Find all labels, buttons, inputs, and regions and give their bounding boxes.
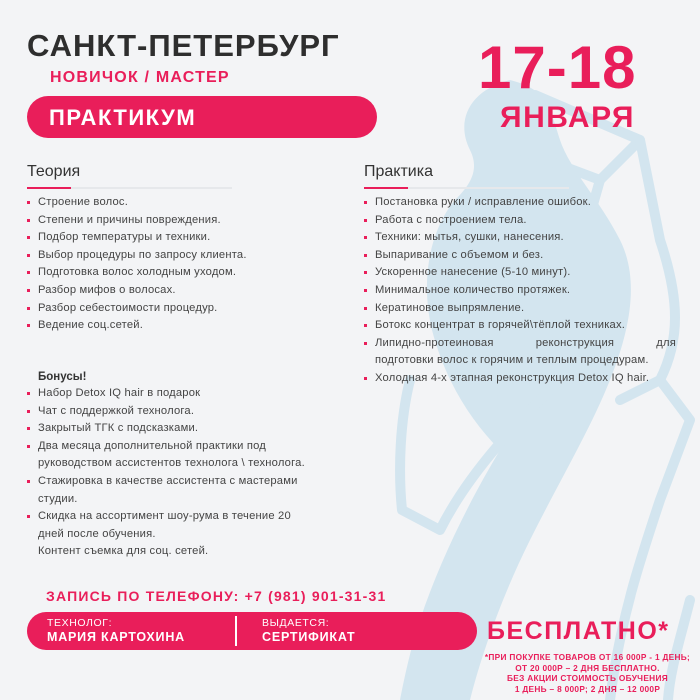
- bullet-icon: [364, 289, 367, 292]
- bullet-icon: [27, 324, 30, 327]
- practice-title: Практика: [364, 163, 433, 180]
- price-note-line: *ПРИ ПОКУПКЕ ТОВАРОВ ОТ 16 000Р - 1 ДЕНЬ;: [484, 652, 691, 662]
- event-month: ЯНВАРЯ: [500, 101, 635, 134]
- list-item: Постановка руки / исправление ошибок.: [364, 194, 676, 212]
- practice-section: [364, 163, 569, 181]
- price-note-line: 1 ДЕНЬ – 8 000Р; 2 ДНЯ – 12 000Р: [514, 683, 661, 694]
- list-item: Степени и причины повреждения.: [27, 212, 247, 230]
- bullet-icon: [27, 254, 30, 257]
- list-item-continuation: Контент съемка для соц. сетей.: [38, 545, 209, 558]
- info-divider: [235, 616, 237, 646]
- list-item: Подбор температуры и техники.: [27, 229, 247, 247]
- theory-list: [27, 194, 247, 335]
- format-label: ПРАКТИКУМ: [49, 105, 197, 130]
- theory-title: Теория: [27, 163, 81, 180]
- list-item: Закрытый ТГК с подсказками.: [27, 420, 305, 438]
- bullet-icon: [364, 307, 367, 310]
- issued-label: ВЫДАЕТСЯ:: [262, 617, 330, 629]
- bullet-icon: [27, 271, 30, 274]
- list-item: Разбор себестоимости процедур.: [27, 300, 247, 318]
- list-item: Два месяца дополнительной практики под: [27, 438, 305, 456]
- city-title: САНКТ-ПЕТЕРБУРГ: [27, 28, 340, 63]
- price-free: БЕСПЛАТНО*: [487, 617, 670, 645]
- bullet-icon: [364, 342, 367, 345]
- list-item: Чат с поддержкой технолога.: [27, 403, 305, 421]
- list-item: Работа с построением тела.: [364, 212, 676, 230]
- list-item: Ботокс концентрат в горячей\тёплой техниках.: [364, 317, 676, 335]
- list-item: Строение волос.: [27, 194, 247, 212]
- issued-block: [262, 617, 355, 645]
- bullet-icon: [364, 236, 367, 239]
- list-item: Кератиновое выпрямление.: [364, 300, 676, 318]
- list-item: Стажировка в качестве ассистента с мастерами: [27, 473, 305, 491]
- list-item: Минимальное количество протяжек.: [364, 282, 676, 300]
- practice-list: [364, 194, 676, 388]
- theory-section: [27, 163, 232, 181]
- list-item-continuation: подготовки волос к горячим и теплым процедурам.: [375, 354, 649, 367]
- list-item-continuation: руководством ассистентов технолога \ технолога.: [38, 457, 305, 470]
- bonuses-list: [27, 385, 305, 561]
- issued-value: СЕРТИФИКАТ: [262, 630, 356, 644]
- level-subtitle: НОВИЧОК / МАСТЕР: [50, 69, 230, 86]
- format-badge: [27, 96, 377, 138]
- bullet-icon: [364, 271, 367, 274]
- info-badge: [27, 612, 477, 650]
- list-item: Выпаривание с объемом и без.: [364, 247, 676, 265]
- list-item: Холодная 4-х этапная реконструкция Detox IQ hair.: [364, 370, 676, 388]
- list-item: Разбор мифов о волосах.: [27, 282, 247, 300]
- bullet-icon: [364, 201, 367, 204]
- bullet-icon: [27, 427, 30, 430]
- technologist-name: МАРИЯ КАРТОХИНА: [47, 630, 185, 644]
- bullet-icon: [27, 201, 30, 204]
- list-item: Выбор процедуры по запросу клиента.: [27, 247, 247, 265]
- technologist-block: [47, 617, 185, 645]
- event-dates: 17-18: [478, 34, 637, 101]
- bullet-icon: [27, 410, 30, 413]
- bullet-icon: [27, 480, 30, 483]
- bullet-icon: [27, 219, 30, 222]
- theory-divider-accent: [27, 187, 71, 189]
- price-note-line: БЕЗ АКЦИИ СТОИМОСТЬ ОБУЧЕНИЯ: [507, 673, 668, 683]
- list-item-continuation: студии.: [38, 492, 78, 505]
- bonuses-title: Бонусы!: [38, 371, 87, 383]
- price-note: [475, 652, 700, 694]
- bullet-icon: [364, 377, 367, 380]
- bullet-icon: [27, 307, 30, 310]
- bullet-icon: [364, 219, 367, 222]
- bullet-icon: [27, 515, 30, 518]
- bullet-icon: [27, 289, 30, 292]
- bullet-icon: [364, 324, 367, 327]
- list-item: Ведение соц.сетей.: [27, 317, 247, 335]
- list-item: Ускоренное нанесение (5-10 минут).: [364, 264, 676, 282]
- bullet-icon: [27, 236, 30, 239]
- price-note-line: ОТ 20 000Р – 2 ДНЯ БЕСПЛАТНО.: [515, 662, 660, 673]
- list-item: Подготовка волос холодным уходом.: [27, 264, 247, 282]
- list-item-continuation: дней после обучения.: [38, 527, 156, 540]
- practice-divider-accent: [364, 187, 408, 189]
- bullet-icon: [364, 254, 367, 257]
- phone-signup[interactable]: ЗАПИСЬ ПО ТЕЛЕФОНУ: +7 (981) 901-31-31: [46, 588, 387, 604]
- bullet-icon: [27, 392, 30, 395]
- list-item: Липидно-протеиновая реконструкция для: [364, 335, 676, 353]
- list-item: Техники: мытья, сушки, нанесения.: [364, 229, 676, 247]
- bullet-icon: [27, 445, 30, 448]
- list-item: Набор Detox IQ hair в подарок: [27, 385, 305, 403]
- list-item: Скидка на ассортимент шоу-рума в течение 20: [27, 508, 305, 526]
- technologist-label: ТЕХНОЛОГ:: [47, 617, 113, 629]
